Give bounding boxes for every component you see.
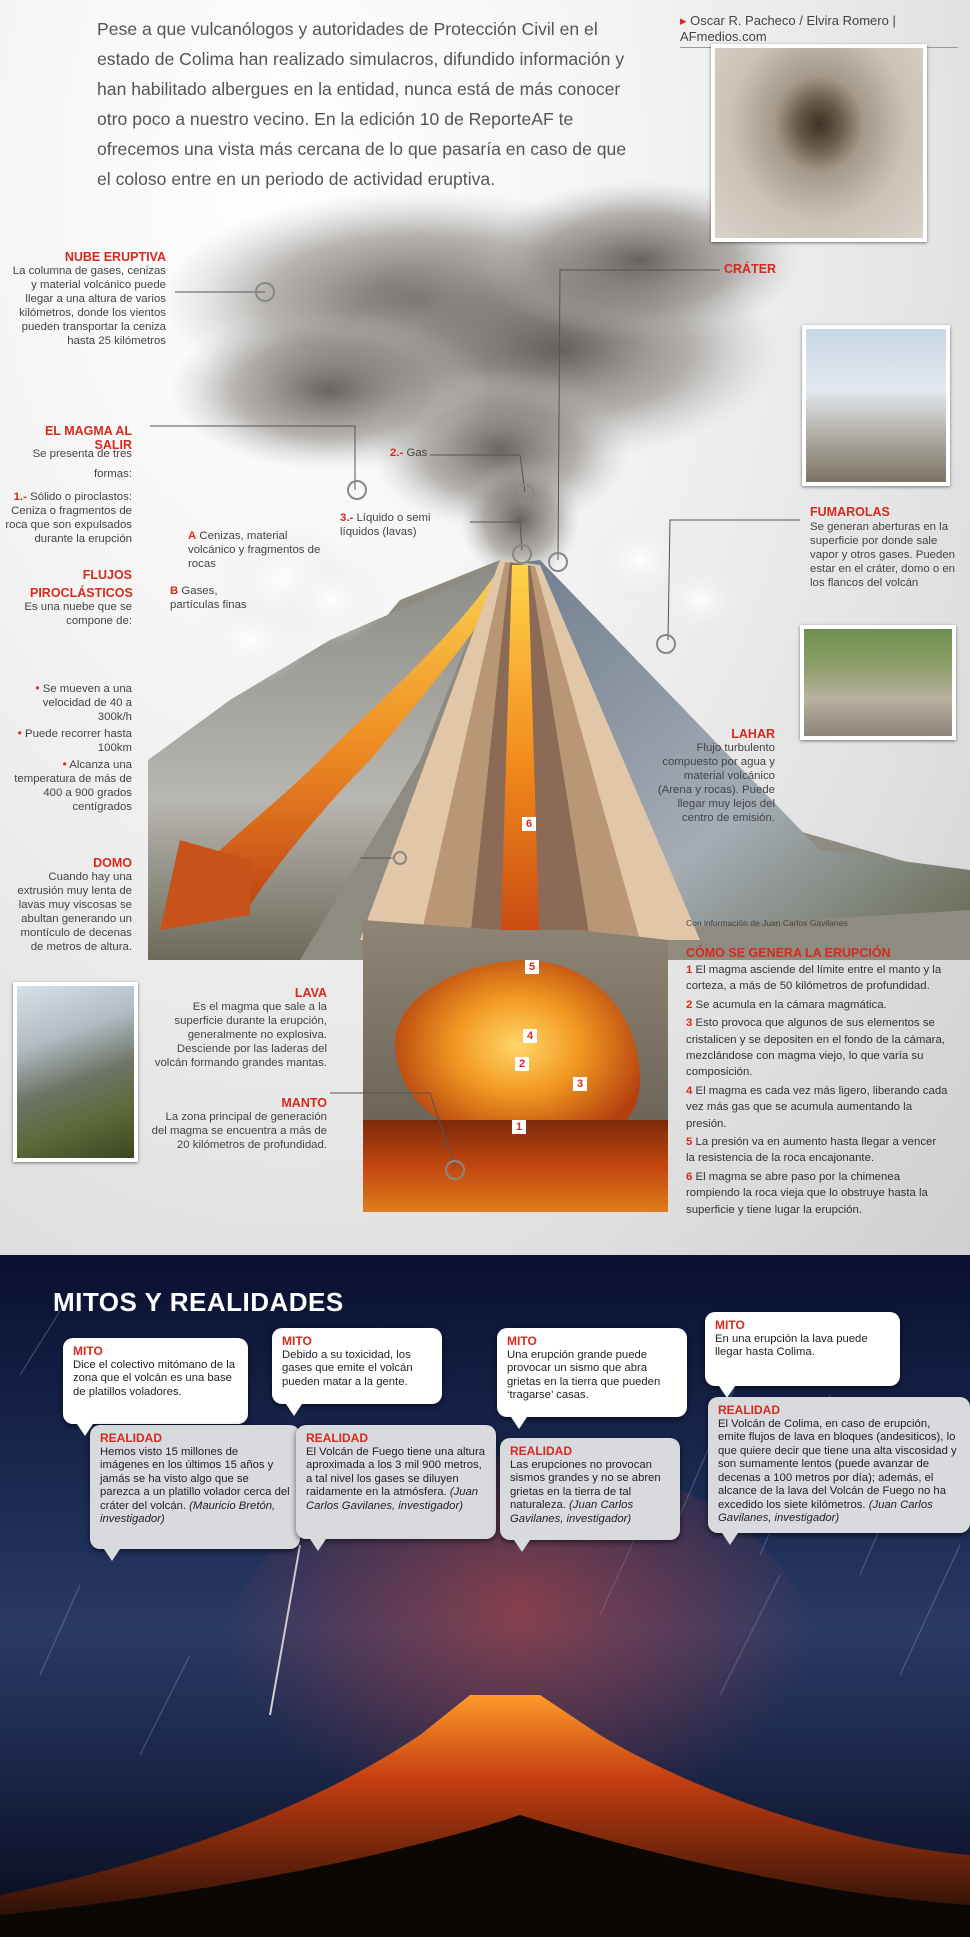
bullet-dot-icon: • [17, 726, 22, 740]
crater-title: CRÁTER [724, 262, 777, 276]
myths-section [0, 1255, 970, 1937]
realidad-bubble-text: El Volcán de Fuego tiene una altura aproximada a los 3 mil 900 metros, a tal nivel los gases se diluyen raidamente en la atmósfera. [306, 1445, 485, 1498]
nube-title: NUBE ERUPTIVA [64, 250, 166, 264]
realidad-bubble-source: (Juan Carlos Gavilanes, investigador) [510, 1499, 634, 1525]
step-number: 2 [686, 998, 693, 1011]
credit-text: Oscar R. Pacheco / Elvira Romero | AFmedios.com [680, 13, 896, 44]
solido-number: 1.- [13, 491, 27, 503]
mito-bubble [705, 1312, 900, 1386]
step-text: Se acumula en la cámara magmática. [695, 998, 887, 1011]
mito-bubble-text: En una erupción la lava puede llegar hasta Colima. [715, 1332, 868, 1358]
realidad-bubble-source: (Mauricio Bretón, investigador) [100, 1499, 276, 1525]
erupcion-step [686, 1169, 948, 1218]
lahar-photo [800, 625, 956, 740]
mito-bubble-tag: MITO [73, 1344, 103, 1358]
mito-bubble [63, 1338, 248, 1424]
realidad-bubble-tag: REALIDAD [718, 1403, 780, 1417]
step-number: 3 [686, 1017, 693, 1030]
solido-text: Sólido o piroclastos: Ceniza o fragmentos de roca que son expulsados durante la erupción [5, 491, 132, 545]
erupcion-step [686, 1134, 948, 1167]
step-number: 6 [686, 1170, 693, 1183]
erupcion-steps [686, 962, 948, 1220]
erupcion-step [686, 1083, 948, 1132]
flujos-bullet-1-text: Se mueven a una velocidad de 40 a 300k/h [42, 683, 132, 723]
step-text: El magma es cada vez más ligero, liberando cada vez más gas que se acumula aumentando la presión. [686, 1084, 948, 1130]
realidad-bubble-source: (Juan Carlos Gavilanes, investigador) [306, 1486, 479, 1512]
realidad-bubble [500, 1438, 680, 1540]
flujo-b-text: Gases, partículas finas [170, 585, 247, 611]
step-marker-2: 2 [515, 1057, 529, 1071]
step-marker-6: 6 [522, 817, 536, 831]
flujos-bullet-1 [20, 681, 132, 724]
lava-text: Es el magma que sale a la superficie durante la erupción, generalmente no explosiva. Desciende por las laderas del volcán formando grandes mantas. [154, 1001, 327, 1069]
bullet-dot-icon: • [62, 757, 67, 771]
flujo-a-block [188, 529, 323, 571]
erupcion-step [686, 997, 948, 1013]
flujos-title: FLUJOS PIROCLÁSTICOS [30, 568, 133, 600]
liquido-number: 3.- [340, 512, 354, 524]
flujos-bullet-2 [10, 726, 132, 755]
magma-text: Se presenta de tres formas: [32, 448, 132, 480]
mito-bubble-text: Debido a su toxicidad, los gases que emite el volcán pueden matar a la gente. [282, 1348, 413, 1388]
gas-block [390, 446, 427, 460]
intro-paragraph: Pese a que vulcanólogos y autoridades de Protección Civil en el estado de Colima han realizado simulacros, difundido información y han habilitado albergues en la entidad, nunca está de más conocer otro poco a nuestro vecino. En la edición 10 de ReporteAF te ofrecemos una vista más cercana de lo que pasaría en caso de que el coloso entre en un periodo de actividad eruptiva. [97, 19, 627, 189]
flujos-bullet-3-text: Alcanza una temperatura de más de 400 a 900 grados centígrados [14, 759, 132, 813]
flujo-b-block [170, 584, 250, 612]
step-number: 4 [686, 1084, 693, 1097]
myths-title: MITOS Y REALIDADES [53, 1287, 344, 1317]
step-marker-3: 3 [573, 1077, 587, 1091]
source-note: Con información de Juan Carlos Gavilanes [686, 918, 848, 928]
realidad-bubble-tag: REALIDAD [306, 1431, 368, 1445]
realidad-bubble [708, 1397, 970, 1533]
step-marker-1: 1 [512, 1120, 526, 1134]
realidad-bubble-source: (Juan Carlos Gavilanes, investigador) [718, 1498, 933, 1524]
solido-block [0, 490, 132, 546]
bullet-dot-icon: • [35, 681, 40, 695]
magma-title: EL MAGMA AL SALIR [44, 424, 132, 452]
manto-text: La zona principal de generación del magma se encuentra a más de 20 kilómetros de profundidad. [151, 1111, 327, 1151]
lava-photo [13, 982, 138, 1162]
step-text: Esto provoca que algunos de sus elementos se cristalicen y se depositen en el fondo de la cámara, mezclándose con magma viejo, lo que varía su composición. [686, 1017, 945, 1079]
mito-bubble [497, 1328, 687, 1417]
lahar-text: Flujo turbulento compuesto por agua y material volcánico (Arena y rocas). Puede llegar muy lejos del centro de emisión. [657, 742, 775, 824]
mito-bubble-text: Una erupción grande puede provocar un sismo que abra grietas en la tierra que pueden ‘tragarse’ casas. [507, 1348, 661, 1401]
realidad-bubble [90, 1425, 300, 1549]
nube-text: La columna de gases, cenizas y material volcánico puede llegar a una altura de varios kilómetros, donde los vientos pueden transportar la ceniza hasta 25 kilómetros [12, 265, 166, 347]
step-text: La presión va en aumento hasta llegar a vencer la resistencia de la roca encajonante. [686, 1136, 937, 1165]
liquido-text: Líquido o semi líquidos (lavas) [340, 512, 431, 538]
realidad-bubble-text: El Volcán de Colima, en caso de erupción, emite flujos de lava en bloques (andesiticos), lo que quiere decir que tiene una alta viscosidad y son sumamente lentos (puede avanzar de decenas a 100 metros por día); además, el alcance de la lava del Volcán de Fuego no ha excedido los siete kilómetros. [718, 1417, 957, 1511]
flujo-a-text: Cenizas, material volcánico y fragmentos de rocas [188, 530, 321, 570]
crater-photo [711, 44, 927, 242]
flujos-bullet-2-text: Puede recorrer hasta 100km [24, 728, 132, 754]
fumarola-photo [802, 325, 950, 486]
mito-bubble-tag: MITO [507, 1334, 537, 1348]
flujos-bullet-3 [10, 757, 132, 814]
flujo-b-letter: B [170, 585, 179, 597]
step-number: 1 [686, 964, 693, 976]
realidad-bubble-text: Hemos visto 15 millones de imágenes en los últimos 15 años y jamás se ha visto algo que se parezca a un platillo volador cerca del cráter del volcán. [100, 1445, 290, 1512]
gas-number: 2.- [390, 447, 404, 459]
fumarolas-text: Se generan aberturas en la superficie por donde sale vapor y otros gases. Pueden estar en el cráter, domo o en los flancos del volcán [810, 521, 956, 589]
realidad-bubble [296, 1425, 496, 1539]
flujos-text: Es una nuebe que se compone de: [24, 601, 132, 627]
step-text: El magma se abre paso por la chimenea rompiendo la roca vieja que lo obstruye hasta la superficie y tiene lugar la erupción. [686, 1170, 928, 1216]
step-marker-5: 5 [525, 960, 539, 974]
step-marker-4: 4 [523, 1029, 537, 1043]
lahar-title: LAHAR [731, 727, 775, 741]
domo-text: Cuando hay una extrusión muy lenta de lavas muy viscosas se abultan generando un montículo de decenas de metros de altura. [17, 871, 132, 953]
gas-text: Gas [406, 447, 428, 459]
mito-bubble-text: Dice el colectivo mitómano de la zona que el volcán es una base de platillos voladores. [73, 1358, 235, 1398]
step-number: 5 [686, 1136, 693, 1149]
mito-bubble-tag: MITO [282, 1334, 312, 1348]
author-credit [680, 13, 958, 48]
erupcion-step [686, 1015, 948, 1081]
manto-title: MANTO [281, 1096, 327, 1110]
mito-bubble [272, 1328, 442, 1404]
domo-title: DOMO [93, 856, 132, 870]
realidad-bubble-text: Las erupciones no provocan sismos grandes y no se abren grietas en la tierra de tal naturaleza. [510, 1458, 661, 1511]
flujo-a-letter: A [188, 530, 197, 542]
fumarolas-title: FUMAROLAS [810, 505, 890, 519]
erupcion-title: CÓMO SE GENERA LA ERUPCIÓN [686, 946, 891, 960]
realidad-bubble-tag: REALIDAD [510, 1444, 572, 1458]
credit-arrow-icon: ▸ [680, 13, 687, 28]
mito-bubble-tag: MITO [715, 1318, 745, 1332]
erupcion-step [686, 962, 948, 995]
lava-title: LAVA [294, 986, 327, 1000]
step-text: El magma asciende del límite entre el manto y la corteza, a más de 50 kilómetros de profundidad. [686, 964, 942, 993]
realidad-bubble-tag: REALIDAD [100, 1431, 162, 1445]
liquido-block [340, 511, 450, 539]
